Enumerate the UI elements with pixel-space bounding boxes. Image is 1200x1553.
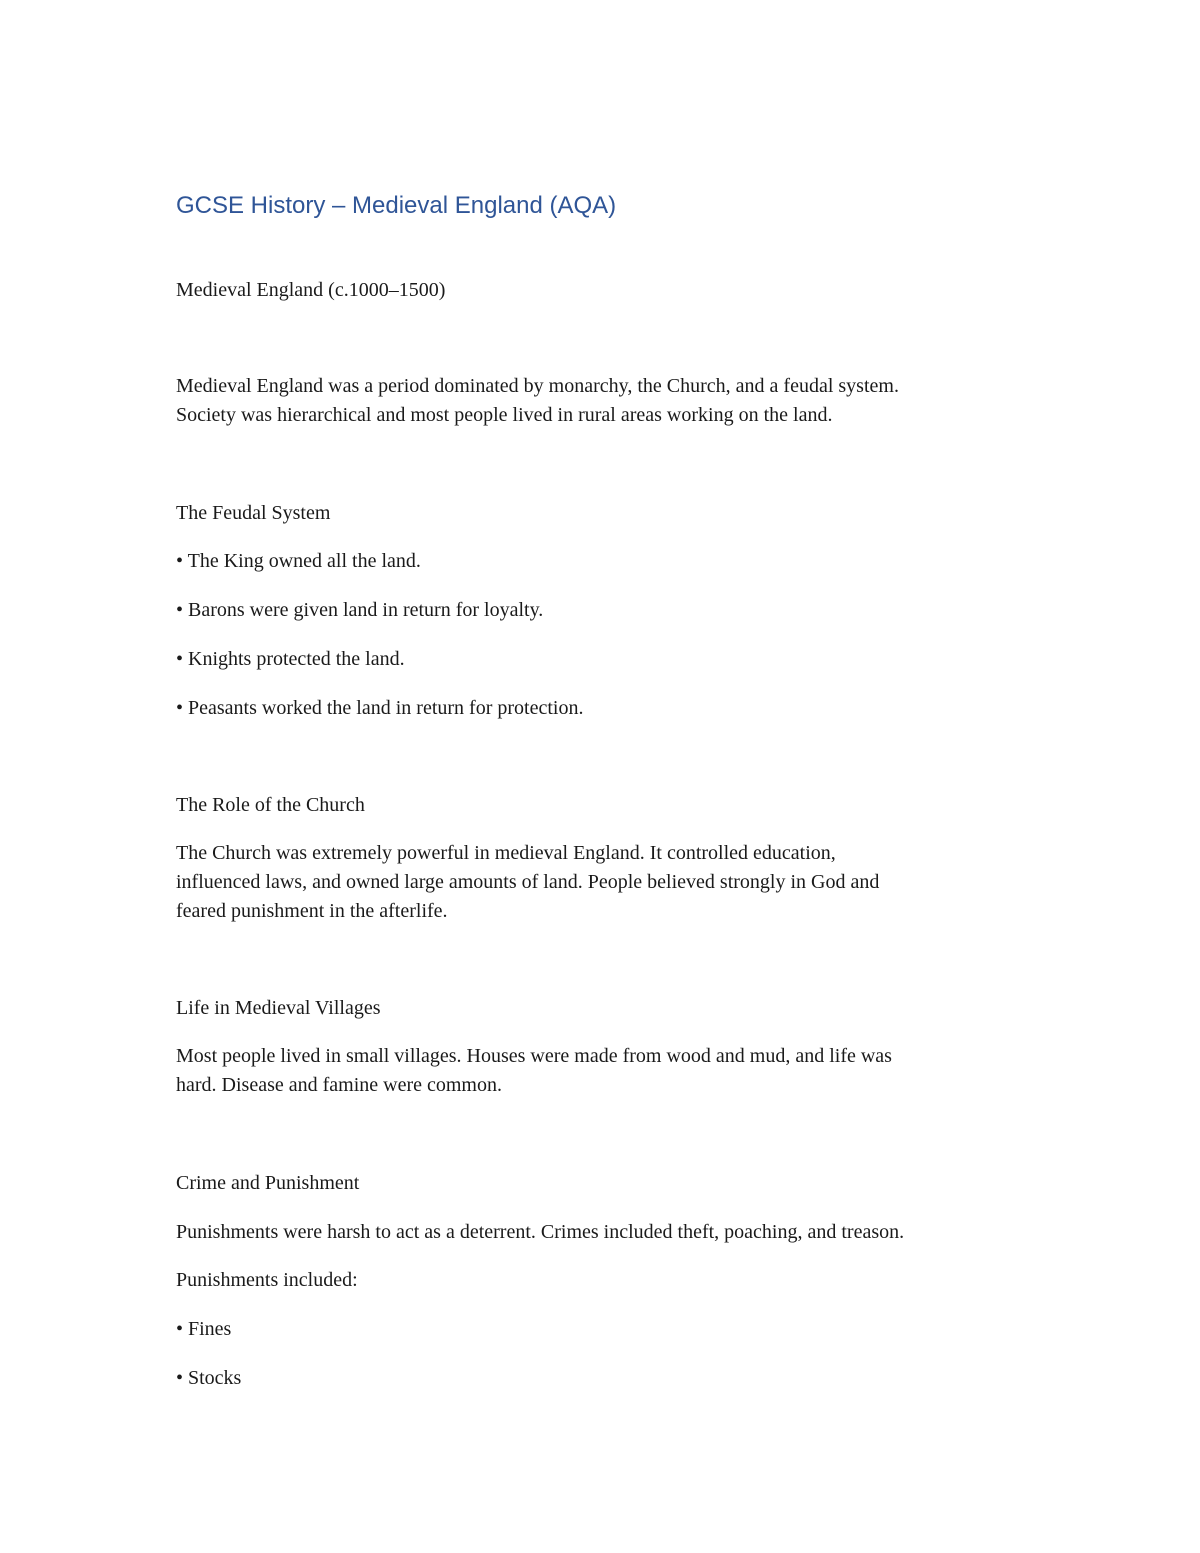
church-line: The Church was extremely powerful in medieval England. It controlled education,	[176, 842, 836, 864]
intro-line-2: Society was hierarchical and most people lived in rural areas working on the land.	[176, 404, 833, 426]
crime-line-2: Punishments included:	[176, 1269, 358, 1291]
feudal-bullet: • Knights protected the land.	[176, 648, 405, 670]
document-title: GCSE History – Medieval England (AQA)	[176, 192, 617, 219]
church-line: feared punishment in the afterlife.	[176, 900, 448, 922]
villages-line: Most people lived in small villages. Houses were made from wood and mud, and life was	[176, 1045, 892, 1067]
crime-bullet: • Stocks	[176, 1367, 242, 1389]
crime-line-1: Punishments were harsh to act as a deterrent. Crimes included theft, poaching, and treason.	[176, 1221, 905, 1243]
villages-heading: Life in Medieval Villages	[176, 997, 381, 1019]
church-heading: The Role of the Church	[176, 794, 365, 816]
intro-line-1: Medieval England was a period dominated by monarchy, the Church, and a feudal system.	[176, 375, 899, 397]
document-subtitle: Medieval England (c.1000–1500)	[176, 279, 446, 301]
villages-line: hard. Disease and famine were common.	[176, 1074, 502, 1096]
feudal-bullet: • Barons were given land in return for loyalty.	[176, 599, 544, 621]
feudal-bullet: • The King owned all the land.	[176, 550, 421, 572]
crime-bullet: • Fines	[176, 1318, 232, 1340]
feudal-heading: The Feudal System	[176, 502, 331, 524]
feudal-bullet: • Peasants worked the land in return for protection.	[176, 697, 584, 719]
crime-heading: Crime and Punishment	[176, 1172, 360, 1194]
church-line: influenced laws, and owned large amounts of land. People believed strongly in God and	[176, 871, 880, 893]
